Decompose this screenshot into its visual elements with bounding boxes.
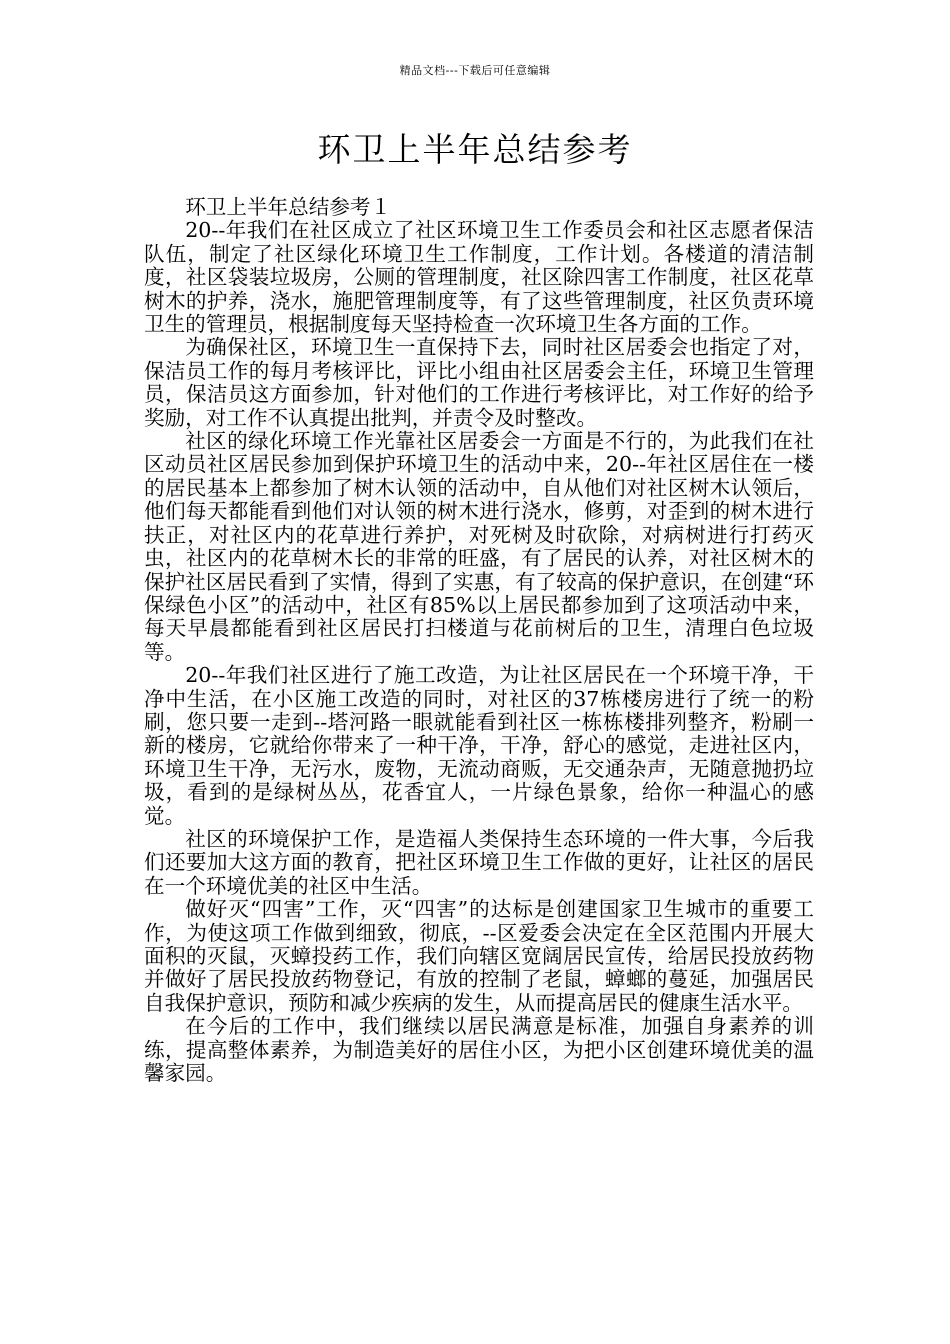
paragraph: 在今后的工作中，我们继续以居民满意是标准，加强自身素养的训练，提高整体素养，为制造美好的居住小区，为把小区创建环境优美的温馨家园。 [144, 1014, 814, 1086]
paragraph: 为确保社区，环境卫生一直保持下去，同时社区居委会也指定了对，保洁员工作的每月考核评比，评比小组由社区居委会主任，环境卫生管理员，保洁员这方面参加，针对他们的工作进行考核评比，对工作好的给予奖励，对工作不认真提出批判，并责令及时整改。 [144, 335, 814, 430]
header-note: 精品文档---下载后可任意编辑 [399, 64, 551, 77]
paragraph: 社区的环境保护工作，是造福人类保持生态环境的一件大事，今后我们还要加大这方面的教育，把社区环境卫生工作做的更好，让社区的居民在一个环境优美的社区中生活。 [144, 826, 814, 898]
paragraph: 做好灭“四害”工作，灭“四害”的达标是创建国家卫生城市的重要工作，为使这项工作做到细致，彻底，--区爱委会决定在全区范围内开展大面积的灭鼠，灭蟑投药工作，我们向辖区宽阔居民宣传，给居民投放药物并做好了居民投放药物登记，有放的控制了老鼠，蟑螂的蔓延，加强居民自我保护意识，预防和减少疾病的发生，从而提高居民的健康生活水平。 [144, 897, 814, 1015]
paragraph-subtitle: 环卫上半年总结参考１ [185, 195, 392, 219]
paragraph: 20--年我们社区进行了施工改造，为让社区居民在一个环境干净，干净中生活，在小区施工改造的同时，对社区的37栋楼房进行了统一的粉刷，您只要一走到--塔河路一眼就能看到社区一栋栋楼排列整齐，粉刷一新的楼房，它就给你带来了一种干净，干净，舒心的感觉，走进社区内，环境卫生干净，无污水，废物，无流动商贩，无交通杂声，无随意抛扔垃圾，看到的是绿树丛丛，花香宜人，一片绿色景象，给你一种温心的感觉。 [144, 663, 814, 828]
paragraph: 20--年我们在社区成立了社区环境卫生工作委员会和社区志愿者保洁队伍，制定了社区绿化环境卫生工作制度，工作计划。各楼道的清洁制度，社区袋装垃圾房，公厕的管理制度，社区除四害工作制度，社区花草树木的护养，浇水，施肥管理制度等，有了这些管理制度，社区负责环境卫生的管理员，根据制度每天坚持检查一次环境卫生各方面的工作。 [144, 218, 814, 337]
document-title: 环卫上半年总结参考 [317, 130, 633, 169]
document-body [144, 196, 814, 1085]
paragraph: 社区的绿化环境工作光靠社区居委会一方面是不行的，为此我们在社区动员社区居民参加到保护环境卫生的活动中来，20--年社区居住在一楼的居民基本上都参加了树木认领的活动中，自从他们对社区树木认领后，他们每天都能看到他们对认领的树木进行浇水，修剪，对歪到的树木进行扶正，对社区内的花草进行养护，对死树及时砍除，对病树进行打药灭虫，社区内的花草树木长的非常的旺盛，有了居民的认养，对社区树木的保护社区居民看到了实情，得到了实惠，有了较高的保护意识，在创建“环保绿色小区”的活动中，社区有85%以上居民都参加到了这项活动中来，每天早晨都能看到社区居民打扫楼道与花前树后的卫生，清理白色垃圾等。 [144, 429, 814, 664]
